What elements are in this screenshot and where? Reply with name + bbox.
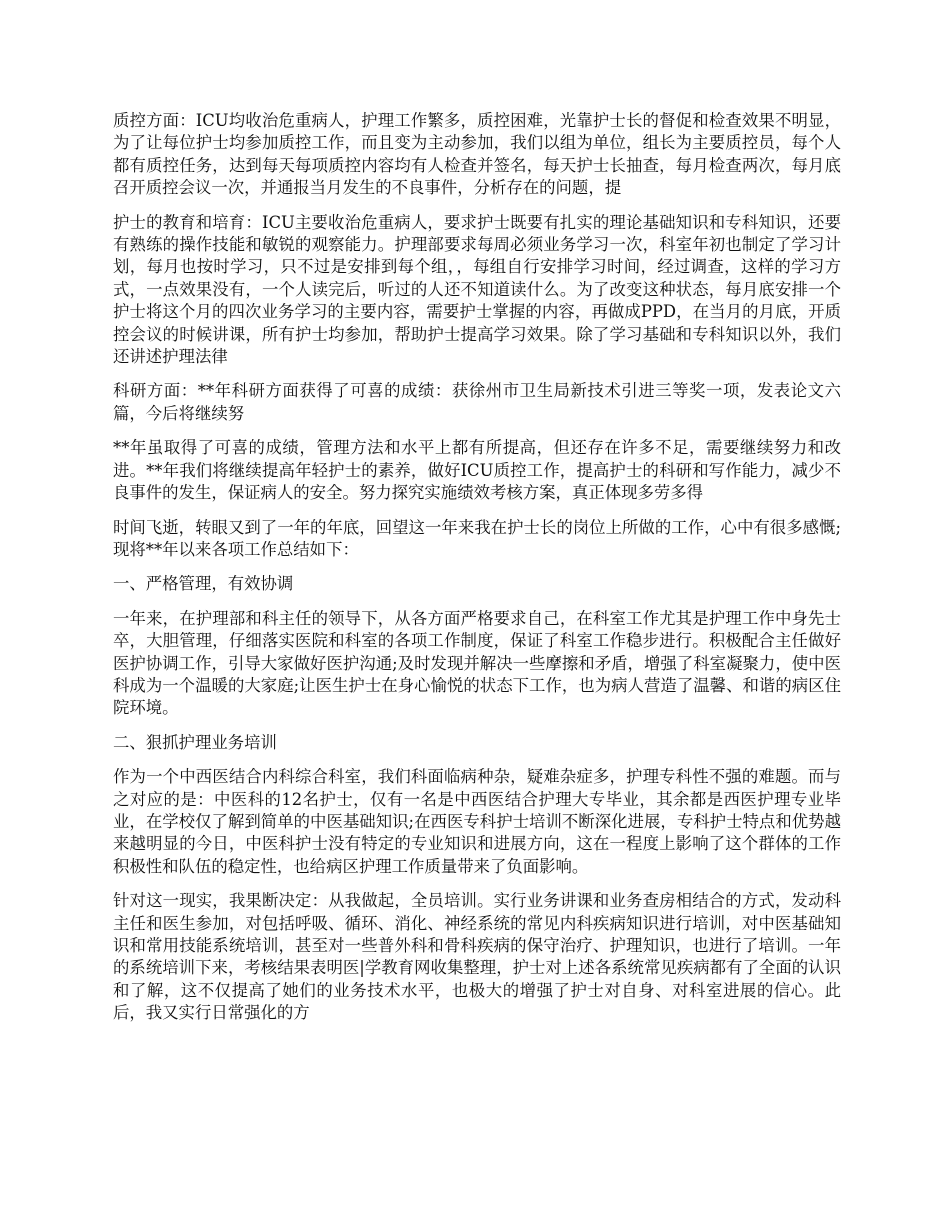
paragraph-year-intro: 时间飞逝，转眼又到了一年的年底，回望这一年来我在护士长的岗位上所做的工作，心中有很多感慨;现将**年以来各项工作总结如下： [113,517,841,559]
paragraph-quality-control: 质控方面：ICU均收治危重病人，护理工作繁多，质控困难，光靠护士长的督促和检查效果不明显，为了让每位护士均参加质控工作，而且变为主动参加，我们以组为单位，组长为主要质控员，每个人都有质控任务，达到每天每项质控内容均有人检查并签名，每天护士长抽查，每月检查两次，每月底召开质控会议一次，并通报当月发生的不良事件，分析存在的问题，提 [113,111,841,198]
paragraph-nurse-education: 护士的教育和培育：ICU主要收治危重病人，要求护士既要有扎实的理论基础知识和专科知识，还要有熟练的操作技能和敏锐的观察能力。护理部要求每周必须业务学习一次，科室年初也制定了学习计划，每月也按时学习，只不过是安排到每个组，，每组自行安排学习时间，经过调查，这样的学习方式，一点效果没有，一个人读完后，听过的人还不知道读什么。为了改变这种状态，每月底安排一个护士将这个月的四次业务学习的主要内容，需要护士掌握的内容，再做成PPD，在当月的月底，开质控会议的时候讲课，所有护士均参加，帮助护士提高学习效果。除了学习基础和专科知识以外，我们还讲述护理法律 [113,212,841,367]
paragraph-management: 一年来，在护理部和科主任的领导下，从各方面严格要求自己，在科室工作尤其是护理工作中身先士卒，大胆管理，仔细落实医院和科室的各项工作制度，保证了科室工作稳步进行。积极配合主任做好医护协调工作，引导大家做好医护沟通;及时发现并解决一些摩擦和矛盾，增强了科室凝聚力，使中医科成为一个温暖的大家庭;让医生护士在身心愉悦的状态下工作，也为病人营造了温馨、和谐的病区住院环境。 [113,608,841,718]
paragraph-research: 科研方面：**年科研方面获得了可喜的成绩：获徐州市卫生局新技术引进三等奖一项，发表论文六篇，今后将继续努 [113,381,841,423]
document-body [113,110,841,1037]
section-heading-management: 一、严格管理，有效协调 [113,574,294,594]
paragraph-training-problem: 作为一个中西医结合内科综合科室，我们科面临病种杂，疑难杂症多，护理专科性不强的难题。而与之对应的是：中医科的12名护士，仅有一名是中西医结合护理大专毕业，其余都是西医护理专业毕业，在学校仅了解到简单的中医基础知识;在西医专科护士培训不断深化进展，专科护士特点和优势越来越明显的今日，中医科护士没有特定的专业知识和进展方向，这在一程度上影响了这个群体的工作积极性和队伍的稳定性，也给病区护理工作质量带来了负面影响。 [113,767,841,876]
section-heading-training: 二、狠抓护理业务培训 [113,732,277,752]
paragraph-summary-outlook: **年虽取得了可喜的成绩，管理方法和水平上都有所提高，但还存在许多不足，需要继续努力和改进。**年我们将继续提高年轻护士的素养，做好ICU质控工作，提高护士的科研和写作能力，减少不良事件的发生，保证病人的安全。努力探究实施绩效考核方案，真正体现多劳多得 [113,438,841,503]
paragraph-training-action: 针对这一现实，我果断决定：从我做起，全员培训。实行业务讲课和业务查房相结合的方式，发动科主任和医生参加，对包括呼吸、循环、消化、神经系统的常见内科疾病知识进行培训，对中医基础知识和常用技能系统培训，甚至对一些普外科和骨科疾病的保守治疗、护理知识，也进行了培训。一年的系统培训下来，考核结果表明医|学教育网收集整理，护士对上述各系统常见疾病都有了全面的认识和了解，这不仅提高了她们的业务技术水平，也极大的增强了护士对自身、对科室进展的信心。此后，我又实行日常强化的方 [113,891,841,1023]
